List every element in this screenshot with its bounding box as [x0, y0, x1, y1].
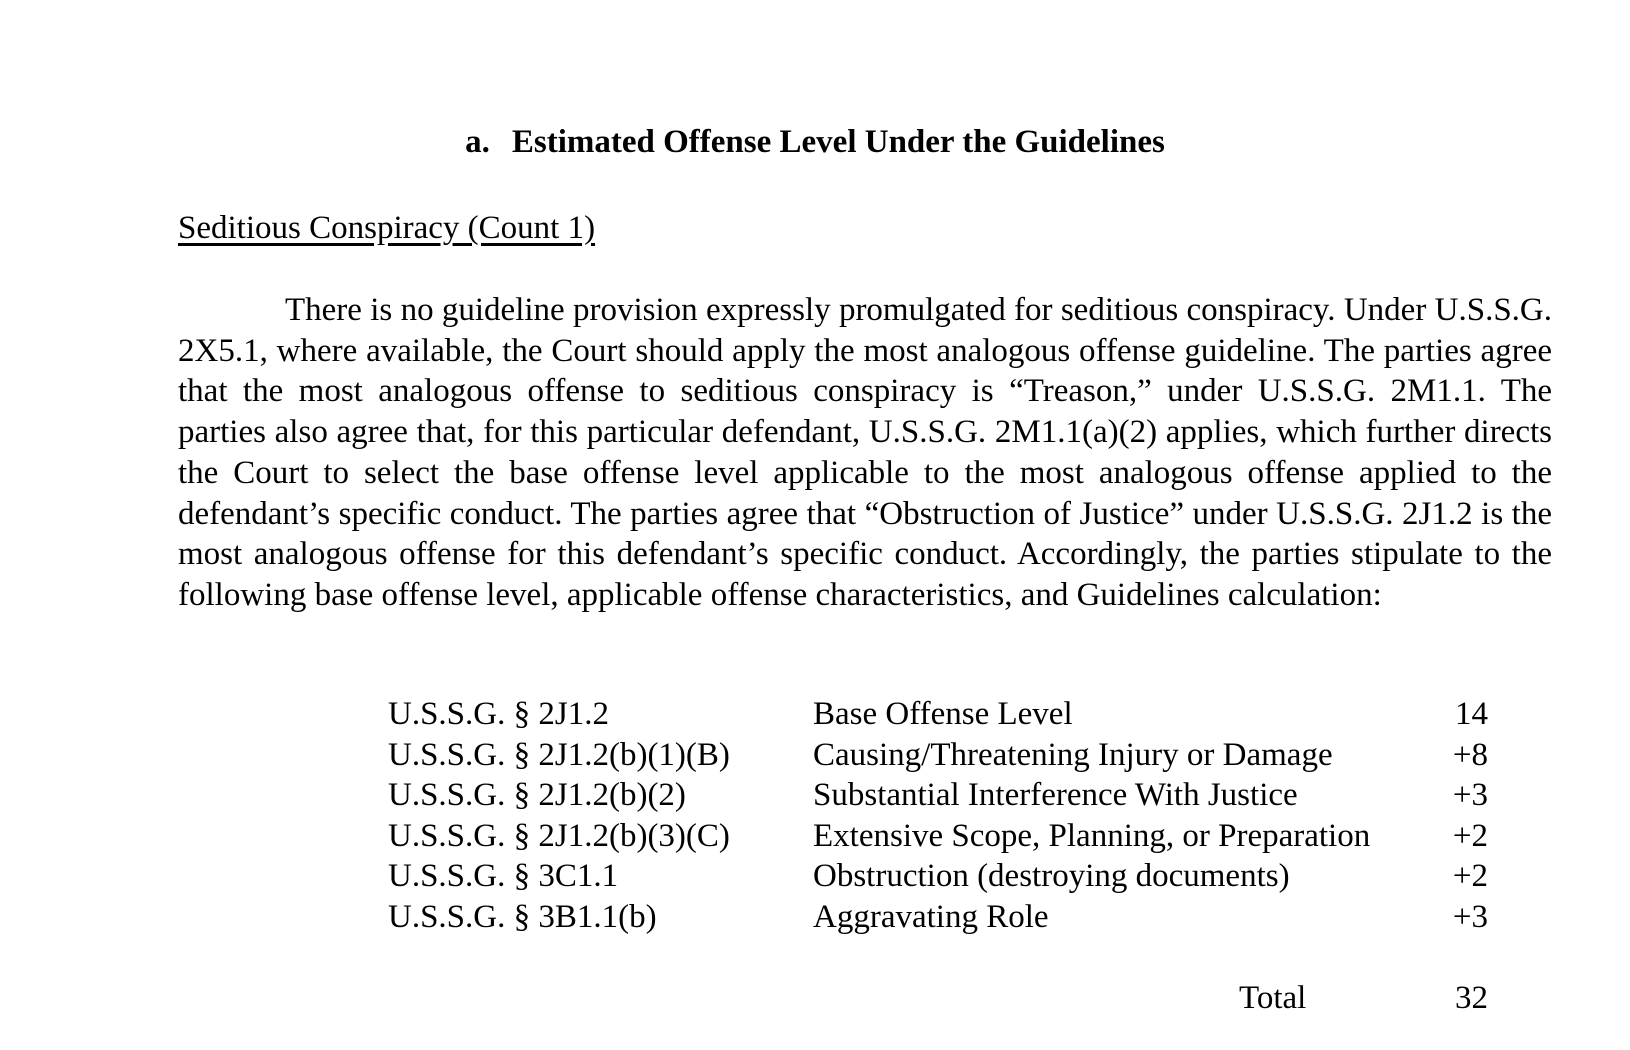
- guideline-citation: U.S.S.G. § 3C1.1: [388, 858, 619, 895]
- offense-level: 14: [1455, 696, 1488, 732]
- offense-level: +3: [1452, 777, 1488, 814]
- guideline-citation: U.S.S.G. § 2J1.2(b)(3)(C): [388, 817, 730, 854]
- guideline-description: Causing/Threatening Injury or Damage: [813, 736, 1333, 773]
- total-value: 32: [1455, 980, 1488, 1016]
- section-heading: [0, 122, 1630, 162]
- guideline-description: Base Offense Level: [813, 696, 1073, 732]
- calculation-row: [388, 897, 1488, 938]
- guideline-description: Aggravating Role: [813, 898, 1049, 935]
- calculation-row: [388, 694, 1488, 735]
- section-title: Estimated Offense Level Under the Guidelines: [511, 124, 1165, 160]
- guideline-citation: U.S.S.G. § 2J1.2: [388, 696, 609, 732]
- section-marker: a.: [465, 124, 490, 160]
- subsection-title: Seditious Conspiracy (Count 1): [178, 210, 596, 246]
- calculation-row: [388, 735, 1488, 776]
- calculation-row: [388, 775, 1488, 816]
- total-row: [388, 978, 1488, 1018]
- calculation-row: [388, 816, 1488, 857]
- body-paragraph: There is no guideline provision expressly promulgated for seditious conspiracy. Under U.S.S.G. 2X5.1, where available, the Court should apply the most analogous offense guideline. The parties agree that the most analogous offense to seditious conspiracy is “Treason,” under U.S.S.G. 2M1.1. The parties also agree that, for this particular defendant, U.S.S.G. 2M1.1(a)(2) applies, which further directs the Court to select the base offense level applicable to the most analogous offense applied to the defendant’s specific conduct. The parties agree that “Obstruction of Justice” under U.S.S.G. 2J1.2 is the most analogous offense for this defendant’s specific conduct. Accordingly, the parties stipulate to the following base offense level, applicable offense characteristics, and Guidelines calculation:: [178, 292, 1552, 613]
- guideline-description: Substantial Interference With Justice: [813, 777, 1298, 814]
- guideline-citation: U.S.S.G. § 2J1.2(b)(2): [388, 777, 686, 814]
- offense-level: +2: [1452, 858, 1488, 895]
- guideline-description: Obstruction (destroying documents): [813, 858, 1290, 895]
- guideline-citation: U.S.S.G. § 2J1.2(b)(1)(B): [388, 736, 730, 773]
- offense-level: +2: [1452, 817, 1488, 854]
- total-label: Total: [1239, 980, 1307, 1016]
- guidelines-calculation-table: [388, 694, 1488, 938]
- offense-level: +8: [1452, 736, 1488, 773]
- guideline-description: Extensive Scope, Planning, or Preparation: [813, 817, 1371, 854]
- guideline-citation: U.S.S.G. § 3B1.1(b): [388, 898, 657, 935]
- calculation-row: [388, 856, 1488, 897]
- offense-level: +3: [1452, 898, 1488, 935]
